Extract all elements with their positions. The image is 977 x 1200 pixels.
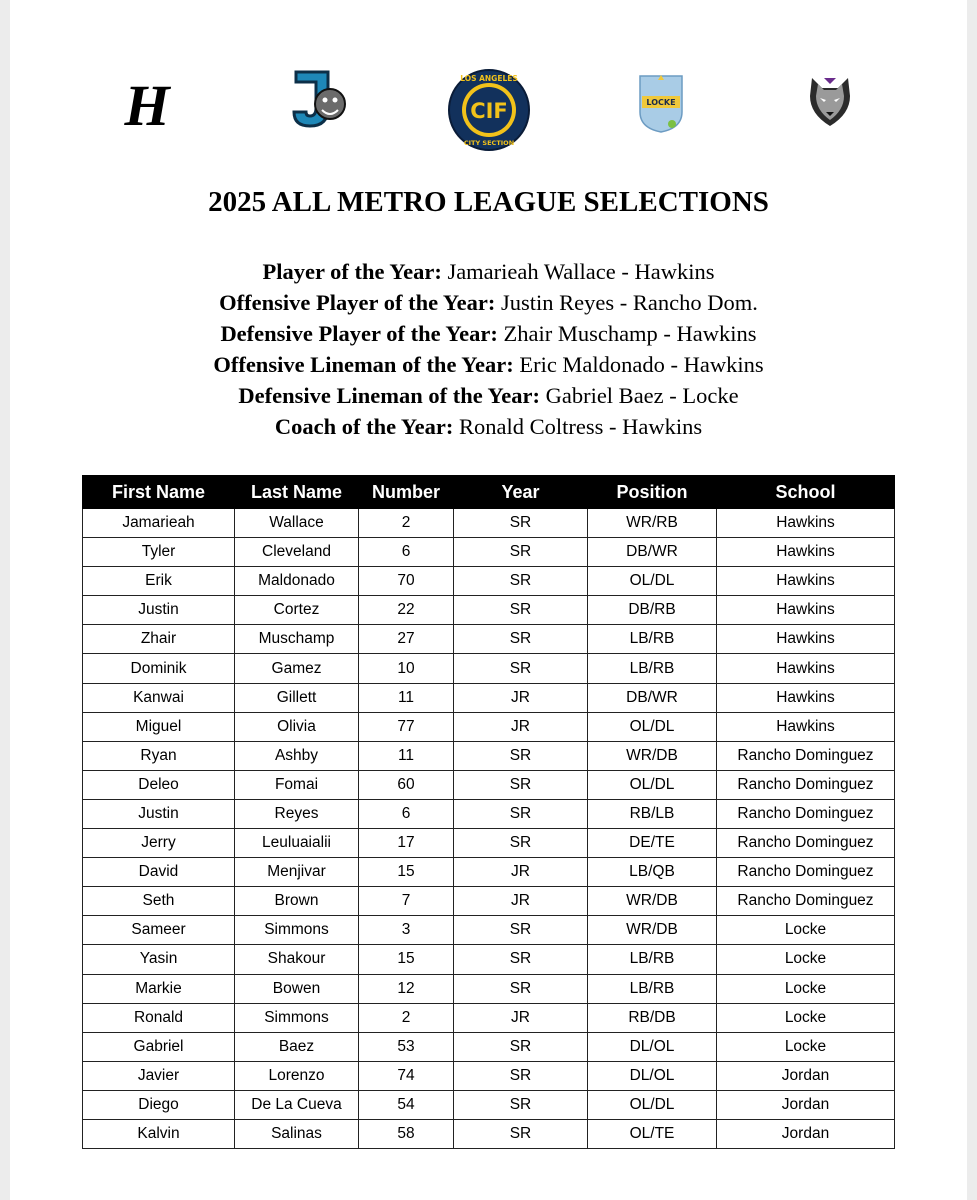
table-cell: 74: [359, 1061, 454, 1090]
table-cell: 7: [359, 887, 454, 916]
table-row: [83, 829, 895, 858]
column-header: Number: [359, 476, 454, 509]
table-cell: Jordan: [717, 1090, 895, 1119]
table-cell: Jordan: [717, 1061, 895, 1090]
table-cell: 2: [359, 1003, 454, 1032]
table-cell: Bowen: [235, 974, 359, 1003]
table-cell: DL/OL: [588, 1061, 717, 1090]
award-label: Player of the Year:: [262, 259, 442, 284]
table-cell: Hawkins: [717, 538, 895, 567]
table-cell: Hawkins: [717, 509, 895, 538]
table-cell: Jerry: [83, 829, 235, 858]
table-cell: Jordan: [717, 1119, 895, 1148]
table-row: [83, 654, 895, 683]
table-cell: Locke: [717, 916, 895, 945]
table-cell: Fomai: [235, 770, 359, 799]
table-cell: Zhair: [83, 625, 235, 654]
table-cell: OL/TE: [588, 1119, 717, 1148]
table-cell: Sameer: [83, 916, 235, 945]
table-cell: DE/TE: [588, 829, 717, 858]
table-row: [83, 974, 895, 1003]
table-row: [83, 567, 895, 596]
table-body: [83, 509, 895, 1149]
table-cell: Olivia: [235, 712, 359, 741]
table-cell: DB/WR: [588, 538, 717, 567]
table-row: [83, 509, 895, 538]
table-cell: SR: [454, 596, 588, 625]
table-row: [83, 1061, 895, 1090]
table-cell: Hawkins: [717, 654, 895, 683]
award-value: Jamarieah Wallace - Hawkins: [447, 259, 715, 284]
table-cell: RB/DB: [588, 1003, 717, 1032]
table-cell: Gabriel: [83, 1032, 235, 1061]
table-cell: SR: [454, 741, 588, 770]
table-header-row: [83, 476, 895, 509]
table-cell: Locke: [717, 1032, 895, 1061]
table-row: [83, 596, 895, 625]
table-cell: 77: [359, 712, 454, 741]
jordan-bulldog-icon: [288, 68, 350, 130]
table-cell: Lorenzo: [235, 1061, 359, 1090]
table-cell: JR: [454, 887, 588, 916]
award-value: Justin Reyes - Rancho Dom.: [500, 290, 758, 315]
table-cell: JR: [454, 712, 588, 741]
table-cell: 27: [359, 625, 454, 654]
table-cell: Yasin: [83, 945, 235, 974]
table-cell: 6: [359, 538, 454, 567]
table-cell: 11: [359, 741, 454, 770]
table-cell: Reyes: [235, 799, 359, 828]
jordan-bulldog-logo: [288, 68, 350, 130]
table-cell: WR/DB: [588, 916, 717, 945]
table-cell: 17: [359, 829, 454, 858]
table-row: [83, 741, 895, 770]
table-cell: Salinas: [235, 1119, 359, 1148]
table-cell: Seth: [83, 887, 235, 916]
document-page: [10, 0, 967, 1200]
award-label: Defensive Lineman of the Year:: [238, 383, 540, 408]
award-line: [10, 287, 967, 318]
table-cell: OL/DL: [588, 1090, 717, 1119]
table-cell: Brown: [235, 887, 359, 916]
table-cell: 3: [359, 916, 454, 945]
table-cell: Rancho Dominguez: [717, 741, 895, 770]
table-row: [83, 683, 895, 712]
award-label: Defensive Player of the Year:: [220, 321, 498, 346]
table-cell: Tyler: [83, 538, 235, 567]
award-line: [10, 380, 967, 411]
award-value: Ronald Coltress - Hawkins: [459, 414, 703, 439]
table-cell: LB/RB: [588, 974, 717, 1003]
table-cell: 54: [359, 1090, 454, 1119]
column-header: Year: [454, 476, 588, 509]
award-label: Offensive Lineman of the Year:: [213, 352, 514, 377]
table-row: [83, 1003, 895, 1032]
table-cell: Menjivar: [235, 858, 359, 887]
table-cell: De La Cueva: [235, 1090, 359, 1119]
table-cell: Hawkins: [717, 596, 895, 625]
table-cell: Locke: [717, 945, 895, 974]
award-value: Eric Maldonado - Hawkins: [519, 352, 764, 377]
hawkins-h-logo: [122, 73, 172, 138]
table-cell: Rancho Dominguez: [717, 799, 895, 828]
table-cell: Kalvin: [83, 1119, 235, 1148]
table-cell: SR: [454, 567, 588, 596]
table-cell: OL/DL: [588, 712, 717, 741]
table-cell: SR: [454, 799, 588, 828]
cif-los-angeles-logo: [447, 68, 531, 152]
table-row: [83, 625, 895, 654]
table-cell: Rancho Dominguez: [717, 858, 895, 887]
locke-logo-text: LOCKE: [646, 98, 676, 107]
table-row: [83, 770, 895, 799]
table-cell: Simmons: [235, 1003, 359, 1032]
table-cell: Hawkins: [717, 712, 895, 741]
column-header: First Name: [83, 476, 235, 509]
table-cell: DB/RB: [588, 596, 717, 625]
table-cell: SR: [454, 770, 588, 799]
table-cell: David: [83, 858, 235, 887]
table-row: [83, 799, 895, 828]
selections-table: [82, 475, 895, 1149]
table-cell: JR: [454, 683, 588, 712]
table-cell: DB/WR: [588, 683, 717, 712]
table-cell: 15: [359, 945, 454, 974]
table-cell: Shakour: [235, 945, 359, 974]
table-cell: WR/DB: [588, 741, 717, 770]
table-cell: 12: [359, 974, 454, 1003]
table-row: [83, 1090, 895, 1119]
table-cell: OL/DL: [588, 567, 717, 596]
table-cell: 15: [359, 858, 454, 887]
table-cell: Hawkins: [717, 567, 895, 596]
page-title: 2025 ALL METRO LEAGUE SELECTIONS: [208, 186, 769, 218]
table-cell: Markie: [83, 974, 235, 1003]
table-cell: LB/RB: [588, 625, 717, 654]
locke-logo: [636, 72, 686, 134]
table-cell: Locke: [717, 974, 895, 1003]
table-cell: LB/QB: [588, 858, 717, 887]
table-cell: DL/OL: [588, 1032, 717, 1061]
award-line: [10, 318, 967, 349]
award-value: Zhair Muschamp - Hawkins: [503, 321, 757, 346]
table-row: [83, 538, 895, 567]
table-row: [83, 858, 895, 887]
table-cell: Dominik: [83, 654, 235, 683]
column-header: School: [717, 476, 895, 509]
table-cell: 2: [359, 509, 454, 538]
table-cell: Justin: [83, 596, 235, 625]
table-cell: SR: [454, 654, 588, 683]
table-cell: Ronald: [83, 1003, 235, 1032]
cif-arc-bottom: CITY SECTION: [463, 139, 515, 147]
table-cell: SR: [454, 1061, 588, 1090]
column-header: Position: [588, 476, 717, 509]
table-cell: RB/LB: [588, 799, 717, 828]
hawkins-h-letter: H: [124, 73, 170, 138]
award-label: Offensive Player of the Year:: [219, 290, 496, 315]
award-line: [10, 256, 967, 287]
table-row: [83, 1119, 895, 1148]
table-cell: Locke: [717, 1003, 895, 1032]
awards-list: [10, 256, 967, 442]
table-cell: Cortez: [235, 596, 359, 625]
table-cell: Rancho Dominguez: [717, 770, 895, 799]
table-cell: SR: [454, 945, 588, 974]
table-cell: OL/DL: [588, 770, 717, 799]
table-cell: SR: [454, 829, 588, 858]
table-cell: Kanwai: [83, 683, 235, 712]
table-cell: LB/RB: [588, 654, 717, 683]
locke-shield-icon: [636, 72, 686, 134]
table-cell: Hawkins: [717, 625, 895, 654]
table-cell: Rancho Dominguez: [717, 887, 895, 916]
wolf-head-icon: [806, 74, 854, 130]
table-cell: LB/RB: [588, 945, 717, 974]
logo-row: [10, 68, 967, 158]
award-line: [10, 349, 967, 380]
table-row: [83, 887, 895, 916]
table-cell: SR: [454, 1090, 588, 1119]
award-label: Coach of the Year:: [274, 414, 454, 439]
table-cell: Cleveland: [235, 538, 359, 567]
table-row: [83, 712, 895, 741]
table-cell: Ashby: [235, 741, 359, 770]
table-cell: Wallace: [235, 509, 359, 538]
table-cell: SR: [454, 916, 588, 945]
table-cell: Gamez: [235, 654, 359, 683]
table-cell: SR: [454, 1032, 588, 1061]
table-cell: 58: [359, 1119, 454, 1148]
table-cell: Maldonado: [235, 567, 359, 596]
table-cell: 6: [359, 799, 454, 828]
table-cell: Ryan: [83, 741, 235, 770]
table-cell: Leuluaialii: [235, 829, 359, 858]
table-cell: Javier: [83, 1061, 235, 1090]
table-cell: Deleo: [83, 770, 235, 799]
cif-seal-text: CIF: [470, 99, 508, 123]
table-cell: 53: [359, 1032, 454, 1061]
table-cell: Rancho Dominguez: [717, 829, 895, 858]
table-cell: SR: [454, 974, 588, 1003]
table-cell: 70: [359, 567, 454, 596]
table-cell: SR: [454, 625, 588, 654]
table-cell: JR: [454, 858, 588, 887]
table-cell: Simmons: [235, 916, 359, 945]
table-cell: SR: [454, 509, 588, 538]
table-cell: Muschamp: [235, 625, 359, 654]
table-cell: SR: [454, 1119, 588, 1148]
table-cell: Miguel: [83, 712, 235, 741]
table-cell: Erik: [83, 567, 235, 596]
table-cell: 10: [359, 654, 454, 683]
table-cell: Jamarieah: [83, 509, 235, 538]
table-cell: 11: [359, 683, 454, 712]
table-cell: Hawkins: [717, 683, 895, 712]
table-cell: WR/DB: [588, 887, 717, 916]
table-cell: Gillett: [235, 683, 359, 712]
table-row: [83, 1032, 895, 1061]
column-header: Last Name: [235, 476, 359, 509]
table-cell: Justin: [83, 799, 235, 828]
rancho-dominguez-wolf-logo: [806, 74, 854, 130]
award-line: [10, 411, 967, 442]
table-cell: SR: [454, 538, 588, 567]
table-cell: 60: [359, 770, 454, 799]
cif-arc-top: LOS ANGELES: [460, 74, 518, 83]
table-cell: WR/RB: [588, 509, 717, 538]
table-cell: Baez: [235, 1032, 359, 1061]
cif-seal-icon: [447, 68, 531, 152]
table-cell: Diego: [83, 1090, 235, 1119]
table-row: [83, 945, 895, 974]
table-row: [83, 916, 895, 945]
award-value: Gabriel Baez - Locke: [545, 383, 739, 408]
table-cell: JR: [454, 1003, 588, 1032]
table-cell: 22: [359, 596, 454, 625]
